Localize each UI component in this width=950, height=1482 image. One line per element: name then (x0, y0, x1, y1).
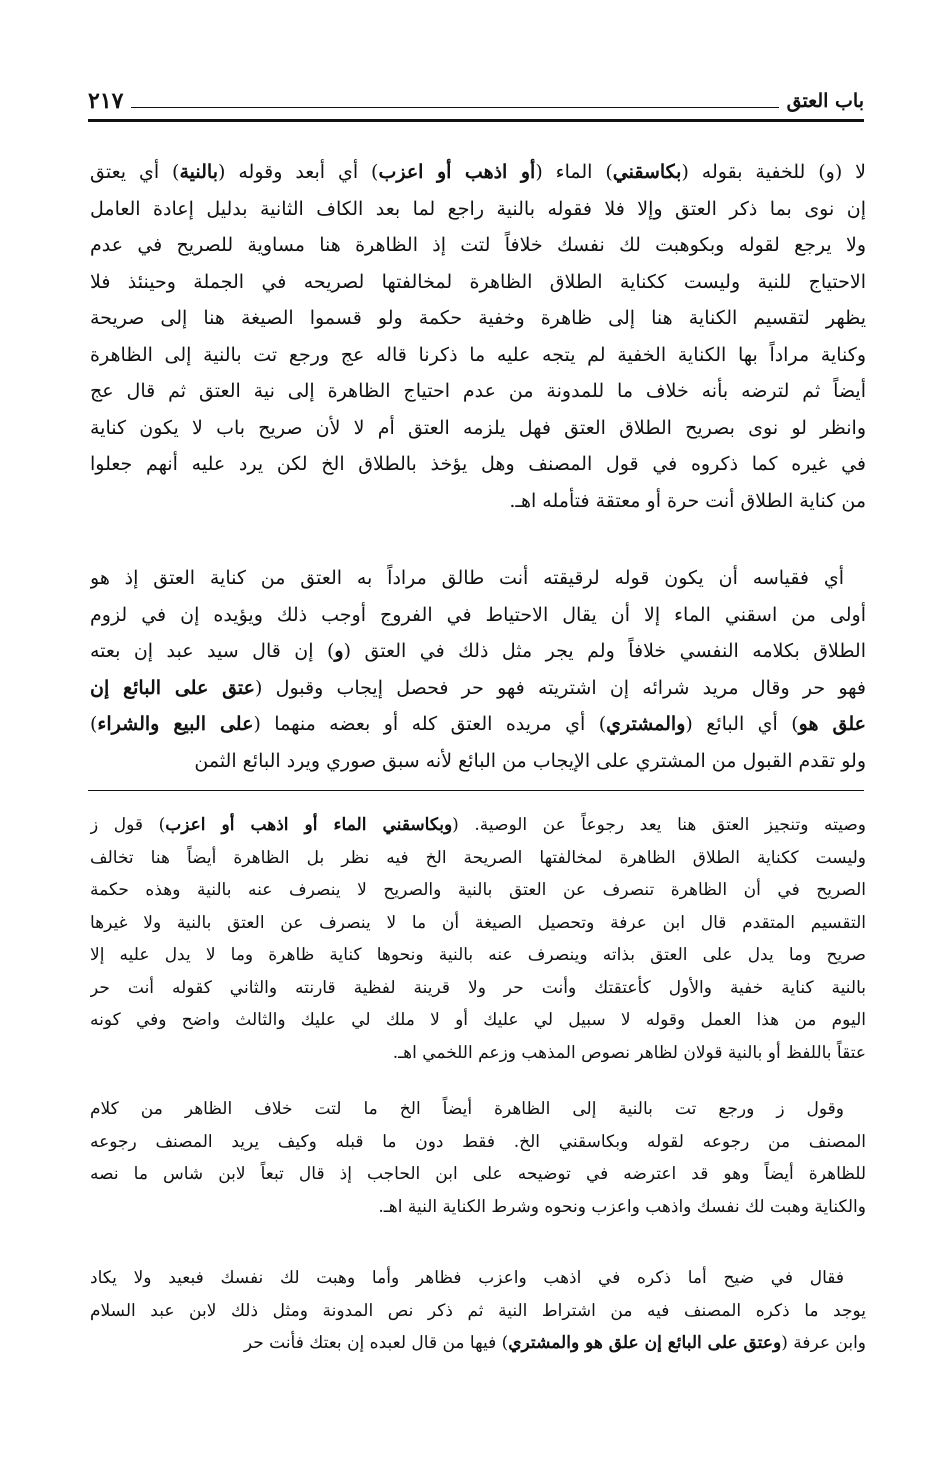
text-line (90, 842, 866, 875)
text: ) (90, 713, 98, 735)
text-line (90, 907, 866, 940)
text: إن نوى بما ذكر العتق وإلا فلا فقوله بالنية راجع لما بعد الكاف الثانية بدليل إعادة العامل (90, 197, 866, 220)
footnote-paragraph-1 (90, 809, 866, 1069)
text-line (90, 373, 866, 410)
text-line (90, 264, 866, 301)
bold-text: وعتق على البائع إن علق هو والمشتري (508, 1333, 782, 1353)
text: يوجد ما ذكره المصنف فيه من اشتراط النية ثم ذكر نص المدونة ومثل ذلك لابن عبد السلام (90, 1300, 866, 1321)
footnote-paragraph-2 (90, 1093, 866, 1223)
text-line (90, 1295, 866, 1328)
bold-text: على البيع والشراء (97, 713, 254, 735)
text: التقسيم المتقدم قال ابن عرفة وتحصيل الصيغة أن ما لا ينصرف عن العتق بالنية ولا غيرها (90, 912, 866, 933)
text-line (90, 1327, 866, 1360)
text-line (90, 706, 866, 743)
text-line (90, 483, 866, 520)
header-divider (88, 119, 864, 122)
text-line (90, 743, 866, 780)
footnote-paragraph-3 (90, 1262, 866, 1360)
text-line (90, 972, 866, 1005)
text: الطلاق بكلامه النفسي خلافاً ولم يجر مثل ذلك في العتق ( (343, 640, 866, 662)
text: لا (و) للخفية بقوله ( (681, 161, 866, 183)
bold-text: وبكاسقني الماء أو اذهب أو اعزب (165, 815, 453, 835)
bold-text: بالنية (179, 161, 218, 183)
text: ولا يرجع لقوله وبكوهبت لك نفسك خلافاً لتت إذ الظاهرة هنا مساوية للصريح في عدم (90, 234, 866, 256)
text: وكناية مراداً بها الكناية الخفية لم يتجه عليه ما ذكرنا قاله عج ورجع تت بالنية إلى الظاهرة (90, 343, 866, 366)
text: ) إن قال سيد عبد إن بعته (90, 640, 335, 662)
text: ) أي البائع ( (685, 713, 799, 735)
text-line (90, 300, 866, 337)
main-paragraph-2 (90, 560, 866, 779)
text-line (90, 191, 866, 228)
text-line (90, 337, 866, 374)
text: وقول ز ورجع تت بالنية إلى الظاهرة أيضاً الخ ما لتت خلاف الظاهر من كلام (90, 1099, 844, 1119)
bold-text: و (334, 640, 344, 662)
page-number: ٢١٧ (88, 88, 124, 114)
text: المصنف من رجوعه لقوله وبكاسقني الخ. فقط دون ما قبله وكيف يريد المصنف رجوعه (90, 1131, 866, 1152)
text: وليست ككناية الطلاق الظاهرة لمخالفتها الصريحة الخ فيه نظر بل الظاهرة أيضاً هنا تخالف (90, 847, 866, 868)
text: يظهر لتقسيم الكناية هنا إلى ظاهرة وخفية حكمة ولو قسموا الصيغة هنا إلى صريحة (90, 307, 866, 329)
text: وصيته وتنجيز العتق هنا يعد رجوعاً عن الوصية. ( (452, 815, 866, 835)
text-line (90, 670, 866, 707)
text: فهو حر وقال مريد شرائه إن اشتريته فهو حر فحصل إيجاب وقبول ( (255, 676, 866, 699)
text: أولى من اسقني الماء إلا أن يقال الاحتياط في الفروج أوجب ذلك ويؤيده إن في لزوم (90, 603, 866, 626)
main-paragraph-1 (90, 154, 866, 519)
text-line (90, 939, 866, 972)
text: في غيره كما ذكروه في قول المصنف وهل يؤخذ بالطلاق الخ لكن يرد عليه أنهم جعلوا (90, 453, 866, 475)
text: الصريح في أن الظاهرة تنصرف عن العتق بالنية والصريح لا ينصرف عنه بالنية وهذه حكمة (90, 880, 866, 900)
text-line (90, 1158, 866, 1191)
text: ) الماء ( (535, 161, 613, 183)
text-line (90, 809, 866, 842)
text-line (90, 1004, 866, 1037)
text: وابن عرفة ( (781, 1333, 866, 1353)
text: من كناية الطلاق أنت حرة أو معتقة فتأمله اهـ. (509, 489, 866, 512)
text-line (90, 1126, 866, 1159)
footnote-separator (88, 790, 864, 791)
text-line (90, 1191, 866, 1224)
text: أيضاً ثم لترضه بأنه خلاف ما للمدونة من عدم احتياج الظاهرة إلى نية العتق ثم قال عج (90, 380, 866, 402)
text: للظاهرة أيضاً وهو قد اعترضه في توضيحه على ابن الحاجب إذ قال تبعاً لابن شاس ما نصه (90, 1164, 866, 1184)
text-line (90, 446, 866, 483)
text-line (90, 154, 866, 191)
header-rule (131, 95, 778, 108)
text: ) فيها من قال لعبده إن بعتك فأنت حر (243, 1333, 509, 1353)
text: الاحتياج للنية وليست ككناية الطلاق الظاهرة لمخالفتها لصريحه في الجملة وحينئذ فلا (90, 270, 866, 293)
text: فقال في ضيح أما ذكره في اذهب واعزب فظاهر وأما وهبت لك نفسك فبعيد ولا يكاد (90, 1268, 844, 1288)
text: صريح وما يدل على العتق بذاته وينصرف عنه بالنية ونحوها كناية ظاهرة وما لا يدل عليه إلا (90, 945, 866, 965)
text: ) أي يعتق (90, 161, 180, 183)
bold-text: بكاسقني (612, 161, 682, 183)
text: ) أي مريده العتق كله أو بعضه منهما ( (253, 713, 607, 735)
text: عتقاً باللفظ أو بالنية قولان لظاهر نصوص المذهب وزعم اللخمي اهـ. (392, 1042, 866, 1063)
text: اليوم من هذا العمل وقوله لا سبيل لي عليك أو لا ملك لي عليك والثالث واضح وفي كونه (90, 1010, 866, 1030)
text-line (90, 410, 866, 447)
text: بالنية كناية خفية والأول كأعتقتك وأنت حر ولا قرينة لفظية قارنته والثاني كقوله أنت حر (90, 977, 866, 998)
text-line (90, 1037, 866, 1070)
text: ولو تقدم القبول من المشتري على الإيجاب من البائع لأنه سبق صوري ويرد البائع الثمن (194, 749, 866, 772)
text-line (90, 597, 866, 634)
text-line (90, 560, 866, 597)
chapter-title: باب العتق (786, 90, 864, 112)
text: والكناية وهبت لك نفسك واذهب واعزب ونحوه وشرط الكناية النية اهـ. (378, 1196, 866, 1217)
bold-text: والمشتري (606, 713, 686, 735)
text: أي فقياسه أن يكون قوله لرقيقته أنت طالق مراداً به العتق من كناية العتق إذ هو (90, 567, 844, 589)
bold-text: عتق على البائع إن (90, 676, 255, 699)
text: ) قول ز (90, 815, 166, 835)
text: ) أي أبعد وقوله ( (218, 161, 379, 183)
text-line (90, 874, 866, 907)
text-line (90, 1093, 866, 1126)
running-header (88, 86, 864, 116)
text-line (90, 633, 866, 670)
bold-text: علق هو (798, 713, 866, 735)
text: وانظر لو نوى بصريح الطلاق العتق فهل يلزمه العتق أم لا لأن صريح باب لا يكون كناية (90, 416, 866, 439)
text-line (90, 1262, 866, 1295)
bold-text: أو اذهب أو اعزب (378, 161, 536, 183)
text-line (90, 227, 866, 264)
